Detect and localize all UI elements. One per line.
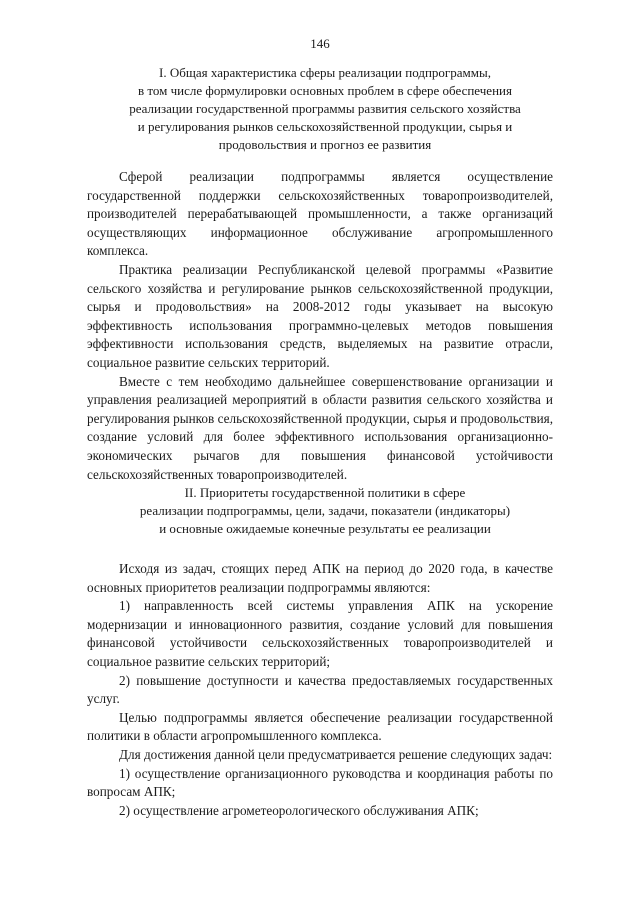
paragraph: Вместе с тем необходимо дальнейшее совершенствование организации и управления реализацией мероприятий в области развития сельского хозяйства и регулирования рынков сельскохозяйственной продукции, сырья и продовольствия, создание условий для более эффективного использования организационно-экономических рычагов для повышения финансовой устойчивости сельскохозяйственных товаропроизводителей. [87,373,553,482]
heading-1-line: реализации государственной программы развития сельского хозяйства [129,101,521,116]
paragraph: Целью подпрограммы является обеспечение реализации государственной политики в области агропромышленного комплекса. [87,709,553,744]
heading-1-line: и регулирования рынков сельскохозяйственной продукции, сырья и [137,119,513,134]
heading-1-line: продовольствия и прогноз ее развития [218,137,432,152]
heading-2-line: и основные ожидаемые конечные результаты ее реализации [159,521,491,536]
paragraph: Практика реализации Республиканской целевой программы «Развитие сельского хозяйства и регулирование рынков сельскохозяйственной продукции, сырья и продовольствия» на 2008-2012 годы указывает на высокую эффективность использования программно-целевых методов повышения эффективности использования средств, выделяемых на развитие отрасли, социальное развитие сельских территорий. [87,261,553,370]
list-item: 1) осуществление организационного руководства и координация работы по вопросам АПК; [87,765,553,800]
paragraph: Для достижения данной цели предусматривается решение следующих задач: [119,746,553,762]
list-item: 2) осуществление агрометеорологического обслуживания АПК; [119,802,479,818]
heading-2-line: II. Приоритеты государственной политики в сфере [184,485,466,500]
heading-1-line: в том числе формулировки основных проблем в сфере обеспечения [138,83,512,98]
paragraph: Исходя из задач, стоящих перед АПК на период до 2020 года, в качестве основных приоритетов реализации подпрограммы являются: [87,561,553,595]
section-1-body [87,168,553,484]
list-item: 2) повышение доступности и качества предоставляемых государственных услуг. [87,672,553,707]
section-heading-1 [90,64,560,154]
heading-1-line: I. Общая характеристика сферы реализации подпрограммы, [159,65,491,80]
paragraph: Сферой реализации подпрограммы является осуществление государственной поддержки сельскохозяйственных товаропроизводителей, производителей перерабатывающей промышленности, а также организаций осуществляющих информационное обслуживание агропромышленного комплекса. [87,169,553,259]
list-item: 1) направленность всей системы управления АПК на ускорение модернизации и инновационного развития, создание условий для повышения финансовой устойчивости сельскохозяйственных товаропроизводителей и социальное развитие сельских территорий; [87,598,553,669]
section-2-body [87,560,553,820]
page-number: 146 [310,36,330,51]
heading-2-line: реализации подпрограммы, цели, задачи, показатели (индикаторы) [139,503,511,518]
section-heading-2 [90,484,560,538]
